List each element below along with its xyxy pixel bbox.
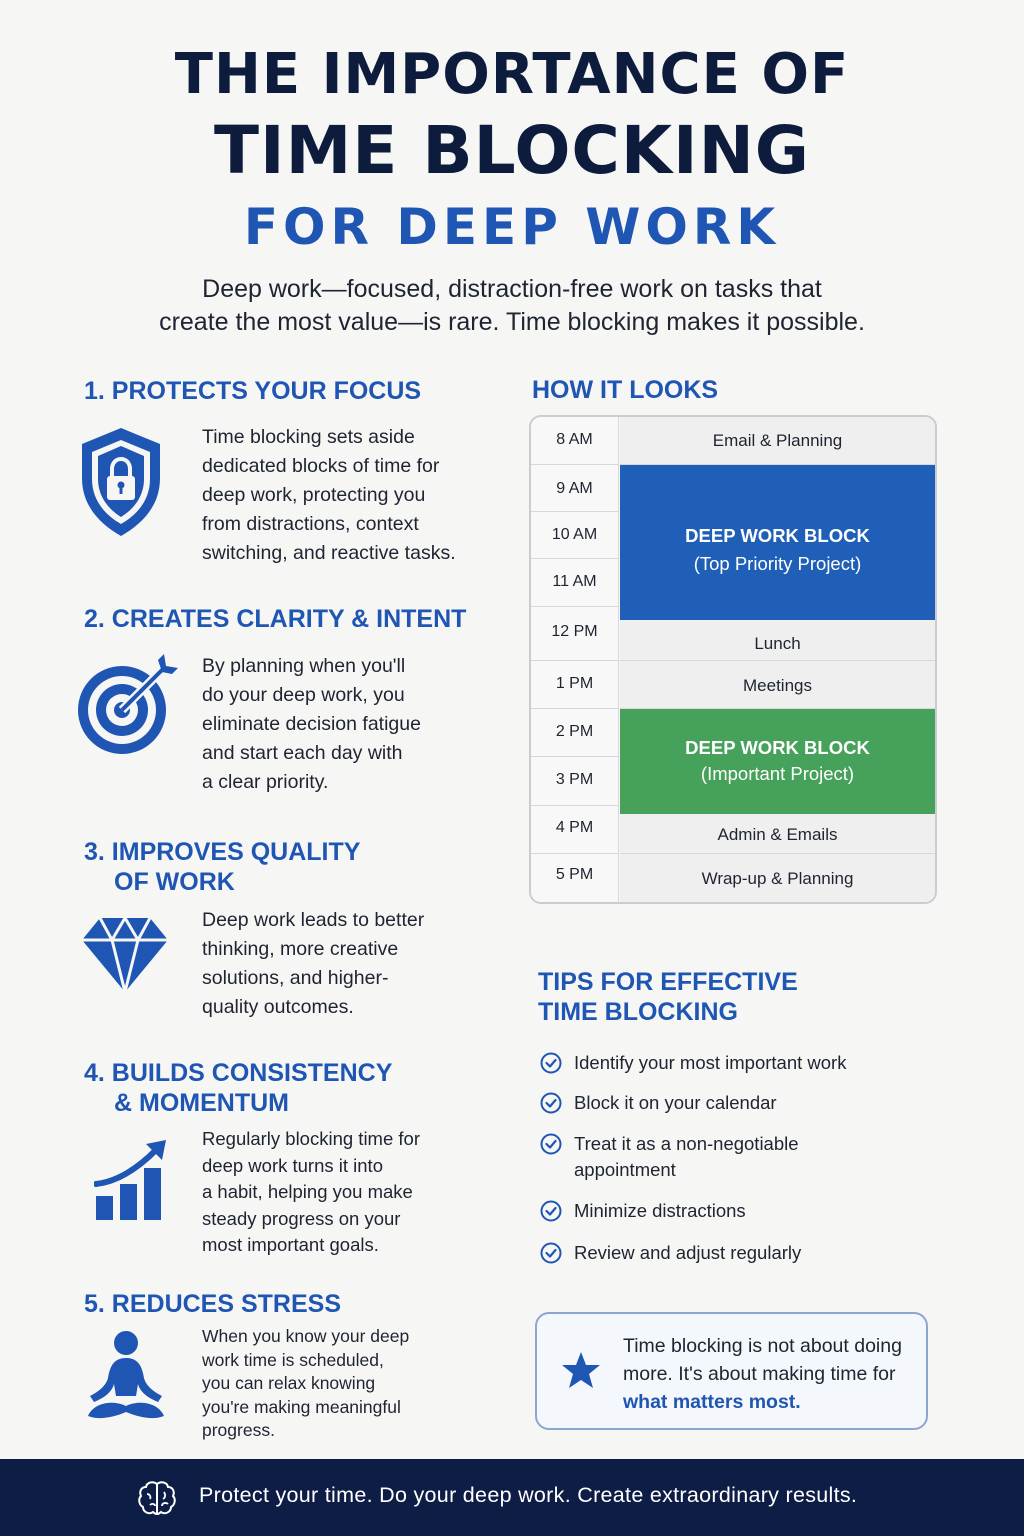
check-circle-icon — [540, 1242, 562, 1264]
shield-lock-icon — [78, 426, 164, 543]
section-5-heading-line: 5. REDUCES STRESS — [84, 1290, 342, 1318]
section-3-heading — [84, 837, 360, 897]
section-3-heading-line: OF WORK — [114, 868, 235, 896]
quote-emphasis: what matters most. — [623, 1391, 801, 1413]
section-1-text-line: from distractions, context — [202, 513, 419, 535]
quote-text — [623, 1332, 913, 1416]
section-3-text-line: quality outcomes. — [202, 996, 354, 1018]
meditation-icon — [84, 1330, 168, 1429]
section-3-heading-line: 3. IMPROVES QUALITY — [84, 838, 361, 866]
section-3-text-line: solutions, and higher- — [202, 967, 389, 989]
schedule-block-meetings: Meetings — [620, 661, 935, 709]
schedule-block-admin-emails: Admin & Emails — [620, 814, 935, 854]
deep-work-title: DEEP WORK BLOCK — [685, 525, 870, 546]
tip-text: Minimize distractions — [574, 1200, 746, 1221]
tip-text: appointment — [574, 1159, 676, 1180]
section-4-heading-line: & MOMENTUM — [114, 1089, 289, 1117]
time-slot: 2 PM — [531, 709, 619, 757]
section-1-text-line: switching, and reactive tasks. — [202, 542, 456, 564]
time-slot: 10 AM — [531, 512, 619, 559]
section-2-text — [202, 652, 421, 797]
deep-work-title: DEEP WORK BLOCK — [685, 737, 870, 758]
section-1-heading-line: 1. PROTECTS YOUR FOCUS — [84, 377, 422, 405]
diamond-icon — [80, 914, 170, 999]
section-1-text-line: Time blocking sets aside — [202, 426, 415, 448]
section-4-heading-line: 4. BUILDS CONSISTENCY — [84, 1059, 393, 1087]
section-1-text-line: dedicated blocks of time for — [202, 455, 440, 477]
tips-heading-line: TIPS FOR EFFECTIVE — [538, 968, 798, 996]
tip-text: Treat it as a non-negotiable — [574, 1133, 799, 1154]
time-slot: 5 PM — [531, 854, 619, 904]
section-3-text-line: thinking, more creative — [202, 938, 399, 960]
time-slot: 12 PM — [531, 607, 619, 661]
time-slot: 9 AM — [531, 465, 619, 512]
section-5-text-line: When you know your deep — [202, 1326, 410, 1346]
section-4-text-line: a habit, helping you make — [202, 1181, 413, 1202]
title-line-1: THE IMPORTANCE OF — [174, 42, 850, 107]
tip-text: Identify your most important work — [574, 1052, 847, 1073]
section-3-text — [202, 906, 424, 1022]
section-4-text-line: deep work turns it into — [202, 1154, 383, 1176]
section-1-text — [202, 423, 456, 568]
deep-work-subtitle: (Top Priority Project) — [693, 553, 862, 574]
section-3-text-line: Deep work leads to better — [202, 909, 425, 931]
time-slot: 4 PM — [531, 806, 619, 854]
section-1-text-line: deep work, protecting you — [202, 484, 426, 506]
schedule-block-lunch: Lunch — [620, 620, 935, 661]
section-2-text-line: and start each day with — [202, 742, 403, 764]
brain-icon — [138, 1480, 176, 1516]
section-4-text-line: most important goals. — [202, 1234, 379, 1255]
schedule-block-wrap-up: Wrap-up & Planning — [620, 854, 935, 904]
intro-line-1: Deep work—focused, distraction-free work on tasks that — [202, 275, 822, 303]
intro-paragraph — [100, 273, 924, 339]
section-2-text-line: a clear priority. — [202, 771, 329, 793]
schedule-heading: HOW IT LOOKS — [532, 376, 719, 404]
star-icon — [561, 1350, 601, 1390]
check-circle-icon — [540, 1200, 562, 1222]
schedule-calendar — [529, 415, 937, 904]
target-icon — [76, 652, 180, 761]
title-line-2: TIME BLOCKING — [214, 112, 810, 189]
section-4-heading — [84, 1058, 392, 1118]
section-2-heading — [84, 604, 466, 634]
section-2-text-line: By planning when you'll — [202, 655, 406, 677]
check-circle-icon — [540, 1092, 562, 1114]
schedule-block-deep-work-important — [620, 709, 935, 814]
title-line-3: FOR DEEP WORK — [243, 198, 781, 256]
time-slot: 3 PM — [531, 757, 619, 806]
schedule-block-deep-work-top — [620, 465, 935, 620]
tip-text: Review and adjust regularly — [574, 1242, 802, 1263]
growth-chart-icon — [94, 1136, 174, 1229]
section-2-text-line: do your deep work, you — [202, 684, 405, 706]
section-5-text — [202, 1325, 409, 1443]
quote-callout — [535, 1312, 928, 1430]
quote-line: Time blocking is not about doing — [623, 1335, 902, 1357]
section-5-text-line: work time is scheduled, — [202, 1349, 384, 1370]
section-1-heading — [84, 376, 421, 406]
section-5-text-line: you can relax knowing — [202, 1373, 376, 1393]
deep-work-subtitle: (Important Project) — [700, 763, 855, 784]
section-2-heading-line: 2. CREATES CLARITY & INTENT — [84, 605, 467, 633]
tips-heading — [538, 967, 798, 1027]
section-5-text-line: you're making meaningful — [202, 1396, 401, 1417]
time-slot: 8 AM — [531, 417, 619, 465]
schedule-block-email-planning: Email & Planning — [620, 417, 935, 465]
quote-line: more. It's about making time for — [623, 1363, 896, 1385]
section-4-text — [202, 1126, 420, 1259]
footer-text: Protect your time. Do your deep work. Create extraordinary results. — [199, 1483, 858, 1507]
section-2-text-line: eliminate decision fatigue — [202, 713, 421, 735]
section-5-heading — [84, 1289, 341, 1319]
section-4-text-line: steady progress on your — [202, 1207, 401, 1229]
tips-heading-line: TIME BLOCKING — [538, 998, 738, 1026]
footer-banner — [0, 1459, 1024, 1536]
time-slot: 1 PM — [531, 661, 619, 709]
check-circle-icon — [540, 1052, 562, 1074]
section-4-text-line: Regularly blocking time for — [202, 1128, 420, 1149]
section-5-text-line: progress. — [202, 1420, 275, 1440]
intro-line-2: create the most value—is rare. Time blocking makes it possible. — [159, 308, 865, 336]
check-circle-icon — [540, 1133, 562, 1155]
time-slot: 11 AM — [531, 559, 619, 607]
tip-text: Block it on your calendar — [574, 1092, 777, 1113]
